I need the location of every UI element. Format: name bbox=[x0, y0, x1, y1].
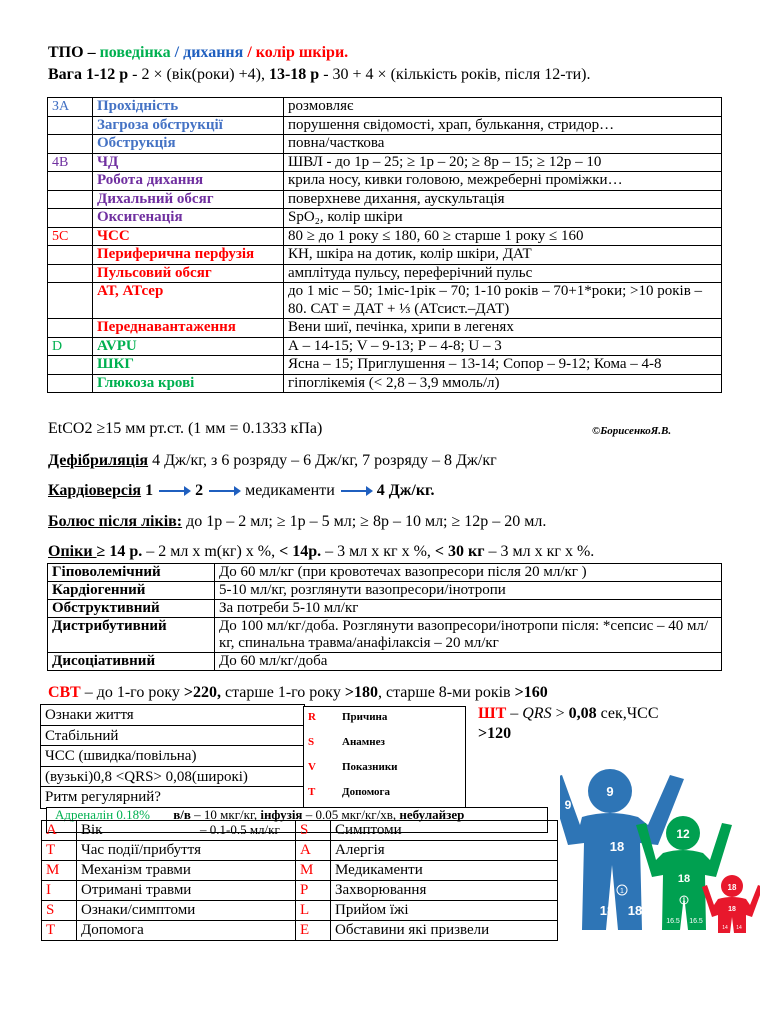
adrenaline-iv-dose: – 10 мкг/кг, bbox=[190, 807, 261, 822]
shock-type: Кардіогенний bbox=[48, 582, 215, 600]
child-leg-left-pct: 16.5 bbox=[666, 918, 680, 925]
weight-b: - 2 × (вік(роки) +4), bbox=[128, 66, 269, 83]
burns-formula-a: – 2 мл x m(кг) x %, bbox=[142, 543, 280, 560]
arrow-icon bbox=[341, 490, 371, 492]
child-chest-pct: 18 bbox=[677, 873, 691, 885]
abcde-row bbox=[48, 172, 722, 191]
abcde-value: КН, шкіра на дотик, колір шкіри, ДАТ bbox=[284, 246, 722, 265]
atmist-text: Механізм травми bbox=[77, 861, 296, 881]
adult-head-pct: 9 bbox=[606, 784, 614, 799]
sign-item: Стабільний bbox=[41, 726, 304, 747]
abcde-parameter: Оксигенація bbox=[93, 209, 284, 228]
bolus-label: Болюс після ліків: bbox=[48, 513, 183, 530]
vt-label: ШТ bbox=[478, 705, 507, 722]
vt-line-2: >120 bbox=[478, 725, 512, 742]
history-row bbox=[42, 861, 558, 881]
abcde-value: повна/часткова bbox=[284, 135, 722, 154]
shock-row bbox=[48, 618, 722, 653]
rsvp-letter: S bbox=[308, 736, 315, 748]
breathing-label: дихання bbox=[183, 44, 244, 61]
shock-row bbox=[48, 564, 722, 582]
vt-val: 0,08 bbox=[568, 705, 597, 722]
rsvp-item bbox=[304, 707, 465, 732]
infant-leg-right-pct: 14 bbox=[736, 925, 742, 931]
arrow-icon bbox=[209, 490, 239, 492]
abcde-parameter: Пульсовий обсяг bbox=[93, 264, 284, 283]
defib-text: 4 Дж/кг, з 6 розряду – 6 Дж/кг, 7 розряду – 8 Дж/кг bbox=[148, 452, 497, 469]
shock-type: Гіповолемічний bbox=[48, 564, 215, 582]
child-pelvis-pct: 1 bbox=[682, 898, 686, 904]
shock-type: Дистрибутивний bbox=[48, 618, 215, 653]
sample-letter: L bbox=[296, 901, 331, 921]
infant-figure bbox=[702, 875, 760, 933]
abcde-value: 80 ≥ до 1 року ≤ 180, 60 ≥ старше 1 року ≤ 160 bbox=[284, 227, 722, 246]
atmist-text: Час події/прибуття bbox=[77, 841, 296, 861]
atmist-letter: I bbox=[42, 881, 77, 901]
infant-chest-pct: 18 bbox=[728, 906, 736, 913]
svt-b: старше 1-го року bbox=[221, 684, 345, 701]
abcde-parameter: Обструкція bbox=[93, 135, 284, 154]
history-row bbox=[42, 921, 558, 941]
burns-line bbox=[48, 543, 594, 561]
abcde-value: до 1 міс – 50; 1міс-1рік – 70; 1-10 років – 70+1*роки; >10 років – 80. САТ = ДАТ + ⅓ (АТсист.–ДАТ) bbox=[284, 283, 722, 319]
shock-fluid-volume: До 60 мл/кг/доба bbox=[215, 653, 722, 671]
burns-age-a: ≥ 14 р. bbox=[96, 543, 143, 560]
abcde-parameter: АТ, АТсер bbox=[93, 283, 284, 319]
author-credit: ©БорисенкоЯ.В. bbox=[592, 425, 672, 437]
svt-d: , старше 8-ми років bbox=[377, 684, 515, 701]
abcde-row bbox=[48, 283, 722, 319]
rsvp-item bbox=[304, 732, 465, 757]
rsvp-box bbox=[303, 706, 466, 808]
abcde-row bbox=[48, 246, 722, 265]
defibrillation-line bbox=[48, 452, 497, 470]
abcde-category bbox=[48, 172, 93, 191]
weight-d: - 30 + 4 × (кількість років, після 12-ти). bbox=[319, 66, 591, 83]
abcde-row bbox=[48, 356, 722, 375]
abcde-value: Ясна – 15; Приглушення – 13-14; Сопор – 9-12; Кома – 4-8 bbox=[284, 356, 722, 375]
abcde-category bbox=[48, 356, 93, 375]
sample-letter: A bbox=[296, 841, 331, 861]
adrenaline-neb-dose: – 0.1-0.5 мл/кг bbox=[200, 822, 280, 837]
history-row bbox=[42, 901, 558, 921]
abcde-category bbox=[48, 209, 93, 228]
rsvp-text: Показники bbox=[342, 761, 398, 773]
shock-type: Дисоціативний bbox=[48, 653, 215, 671]
infant-leg-left-pct: 14 bbox=[722, 925, 728, 931]
shock-row bbox=[48, 600, 722, 618]
abcde-row bbox=[48, 337, 722, 356]
abcde-category bbox=[48, 116, 93, 135]
abcde-value: амплітуда пульсу, переферічний пульс bbox=[284, 264, 722, 283]
header-sep-1: / bbox=[170, 44, 184, 61]
svt-c: >180 bbox=[344, 684, 378, 701]
abcde-value: А – 14-15; V – 9-13; P – 4-8; U – 3 bbox=[284, 337, 722, 356]
sample-text: Захворювання bbox=[331, 881, 558, 901]
rsvp-text: Анамнез bbox=[342, 736, 385, 748]
atmist-sample-table bbox=[41, 820, 558, 941]
skin-color-label: колір шкіри. bbox=[255, 44, 349, 61]
adrenaline-infusion-dose: – 0.05 мкг/кг/хв, bbox=[302, 807, 400, 822]
abcde-parameter: Загроза обструкції bbox=[93, 116, 284, 135]
abcde-parameter: Переднавантаження bbox=[93, 319, 284, 338]
burns-label: Опіки bbox=[48, 543, 97, 560]
abcde-row bbox=[48, 190, 722, 209]
atmist-letter: T bbox=[42, 921, 77, 941]
abcde-value: порушення свідомості, храп, булькання, стридор… bbox=[284, 116, 722, 135]
sign-item: (вузькі)0,8 <QRS> 0,08(широкі) bbox=[41, 767, 304, 788]
rsvp-letter: V bbox=[308, 761, 316, 773]
svt-label: СВТ bbox=[48, 684, 81, 701]
sign-item: Ознаки життя bbox=[41, 705, 304, 726]
cardioversion-line bbox=[48, 482, 435, 500]
history-row bbox=[42, 821, 558, 841]
abcde-row bbox=[48, 227, 722, 246]
atmist-text: Допомога bbox=[77, 921, 296, 941]
cardio-meds: медикаменти bbox=[245, 482, 335, 499]
shock-fluid-volume: До 100 мл/кг/доба. Розглянути вазопресори/інотропи після: *сепсис – 40 мл/кг, спинальна травма/анафілаксія – 20 мл/кг bbox=[215, 618, 722, 653]
child-head-pct: 12 bbox=[676, 827, 690, 841]
svt-e: >160 bbox=[514, 684, 548, 701]
burns-weight: < 30 кг bbox=[434, 543, 485, 560]
abcde-value: крила носу, кивки головою, межреберні проміжки… bbox=[284, 172, 722, 191]
abcde-category bbox=[48, 190, 93, 209]
cardioversion-label: Кардіоверсія bbox=[48, 482, 142, 499]
abcde-category bbox=[48, 246, 93, 265]
rsvp-letter: T bbox=[308, 786, 316, 798]
abcde-category: 5С bbox=[48, 227, 93, 246]
abcde-row bbox=[48, 135, 722, 154]
weight-formula bbox=[48, 66, 590, 84]
sample-letter: E bbox=[296, 921, 331, 941]
abcde-value: розмовляє bbox=[284, 98, 722, 117]
shock-row bbox=[48, 582, 722, 600]
adult-chest-pct: 18 bbox=[609, 839, 625, 854]
atmist-text: Ознаки/симптоми bbox=[77, 901, 296, 921]
burns-age-b: < 14р. bbox=[279, 543, 322, 560]
shock-type: Обструктивний bbox=[48, 600, 215, 618]
sign-item: Ритм регулярний? bbox=[45, 789, 161, 805]
abcde-value: SpO₂, колір шкіри bbox=[284, 209, 722, 228]
abcde-value: поверхневе дихання, аускультація bbox=[284, 190, 722, 209]
infant-head-pct: 18 bbox=[727, 883, 737, 892]
cardio-two: 2 bbox=[195, 482, 204, 499]
adult-arm-left-pct: 9 bbox=[564, 798, 572, 812]
sample-text: Симптоми bbox=[331, 821, 558, 841]
abcde-parameter: AVPU bbox=[93, 337, 284, 356]
cardio-one: 1 bbox=[141, 482, 154, 499]
abcde-value: Вени шиї, печінка, хрипи в легенях bbox=[284, 319, 722, 338]
abcde-category: ЗА bbox=[48, 98, 93, 117]
burns-formula-c: – 3 мл x кг x %. bbox=[484, 543, 595, 560]
abcde-row bbox=[48, 319, 722, 338]
adrenaline-iv: в/в bbox=[173, 807, 191, 822]
rsvp-item bbox=[304, 782, 465, 807]
abcde-category: 4В bbox=[48, 153, 93, 172]
defib-label: Дефібриляція bbox=[48, 452, 149, 469]
shock-fluid-volume: 5-10 мл/кг, розглянути вазопресори/інотропи bbox=[215, 582, 722, 600]
shock-fluid-volume: До 60 мл/кг (при кровотечах вазопресори після 20 мл/кг ) bbox=[215, 564, 722, 582]
svt-line bbox=[48, 684, 548, 702]
bolus-line bbox=[48, 513, 546, 531]
abcde-parameter: ЧД bbox=[93, 153, 284, 172]
adrenaline-neb: небулайзер bbox=[399, 807, 465, 822]
bolus-text: до 1р – 2 мл; ≥ 1р – 5 мл; ≥ 8р – 10 мл; ≥ 12р – 20 мл. bbox=[182, 513, 547, 530]
abcde-row bbox=[48, 209, 722, 228]
shock-table bbox=[47, 563, 722, 671]
abcde-parameter: Глюкоза крові bbox=[93, 374, 284, 393]
tpo-label: ТПО – bbox=[48, 44, 96, 61]
burn-surface-figures bbox=[560, 765, 760, 935]
adult-arm-right-pct: 9 bbox=[646, 798, 654, 812]
etco2-line bbox=[48, 420, 322, 438]
rsvp-text: Причина bbox=[342, 711, 388, 723]
svt-text: – до 1-го року bbox=[80, 684, 184, 701]
adult-leg-right-pct: 18 bbox=[627, 903, 643, 918]
atmist-letter: M bbox=[42, 861, 77, 881]
abcde-parameter: Дихальний обсяг bbox=[93, 190, 284, 209]
atmist-letter: A bbox=[42, 821, 77, 841]
weight-a: Вага 1-12 р bbox=[48, 66, 129, 83]
abcde-category bbox=[48, 264, 93, 283]
abcde-row bbox=[48, 98, 722, 117]
sample-text: Алергія bbox=[331, 841, 558, 861]
rsvp-text: Допомога bbox=[342, 786, 391, 798]
abcde-parameter: ШКГ bbox=[93, 356, 284, 375]
abcde-row bbox=[48, 153, 722, 172]
cardio-four: 4 Дж/кг. bbox=[376, 482, 435, 499]
atmist-letter: S bbox=[42, 901, 77, 921]
burns-formula-b: – 3 мл x кг x %, bbox=[321, 543, 435, 560]
adult-pelvis-pct: 1 bbox=[620, 888, 624, 895]
rsvp-item bbox=[304, 757, 465, 782]
svt-a: >220, bbox=[183, 684, 221, 701]
sample-letter: S bbox=[296, 821, 331, 841]
abcde-row bbox=[48, 116, 722, 135]
sample-text: Прийом їжі bbox=[331, 901, 558, 921]
behavior-label: поведінка bbox=[99, 44, 171, 61]
adrenaline-label: Адреналін 0.18% bbox=[55, 807, 150, 822]
sample-letter: P bbox=[296, 881, 331, 901]
abcde-category bbox=[48, 135, 93, 154]
history-row bbox=[42, 881, 558, 901]
abcde-parameter: Прохідність bbox=[93, 98, 284, 117]
header-line-1 bbox=[48, 44, 348, 62]
abcde-parameter: ЧСС bbox=[93, 227, 284, 246]
vt-line bbox=[478, 705, 659, 723]
atmist-letter: T bbox=[42, 841, 77, 861]
rsvp-letter: R bbox=[308, 711, 316, 723]
shock-fluid-volume: За потреби 5-10 мл/кг bbox=[215, 600, 722, 618]
vt-dash: – bbox=[506, 705, 523, 722]
sign-item: ЧСС (швидка/повільна) bbox=[41, 746, 304, 767]
abcde-category bbox=[48, 283, 93, 319]
abcde-parameter: Робота дихання bbox=[93, 172, 284, 191]
sample-text: Обставини які призвели bbox=[331, 921, 558, 941]
shock-row bbox=[48, 653, 722, 671]
abcde-category: D bbox=[48, 337, 93, 356]
etco2-text: EtCO2 ≥15 мм рт.ст. (1 мм = 0.1333 кПа) bbox=[48, 420, 323, 437]
vt-gt: > bbox=[551, 705, 569, 722]
adult-leg-left-pct: 18 bbox=[599, 903, 615, 918]
child-leg-right-pct: 16.5 bbox=[689, 918, 703, 925]
abcde-row bbox=[48, 374, 722, 393]
abcde-category bbox=[48, 374, 93, 393]
vt-qrs: QRS bbox=[522, 705, 552, 722]
abcde-parameter: Периферична перфузія bbox=[93, 246, 284, 265]
atmist-text: Отримані травми bbox=[77, 881, 296, 901]
abcde-category bbox=[48, 319, 93, 338]
adrenaline-infusion: інфузія bbox=[260, 807, 303, 822]
vt-rest: сек,ЧСС bbox=[596, 705, 659, 722]
abcde-row bbox=[48, 264, 722, 283]
abcde-table bbox=[47, 97, 722, 393]
weight-c: 13-18 р bbox=[268, 66, 320, 83]
sample-text: Медикаменти bbox=[331, 861, 558, 881]
abcde-value: ШВЛ - до 1р – 25; ≥ 1р – 20; ≥ 8р – 15; ≥ 12р – 10 bbox=[284, 153, 722, 172]
arrow-icon bbox=[159, 490, 189, 492]
sample-letter: M bbox=[296, 861, 331, 881]
abcde-value: гіпоглікемія (< 2,8 – 3,9 ммоль/л) bbox=[284, 374, 722, 393]
history-row bbox=[42, 841, 558, 861]
header-sep-2: / bbox=[243, 44, 256, 61]
atmist-text: Вік bbox=[77, 821, 296, 841]
signs-box bbox=[40, 704, 305, 809]
